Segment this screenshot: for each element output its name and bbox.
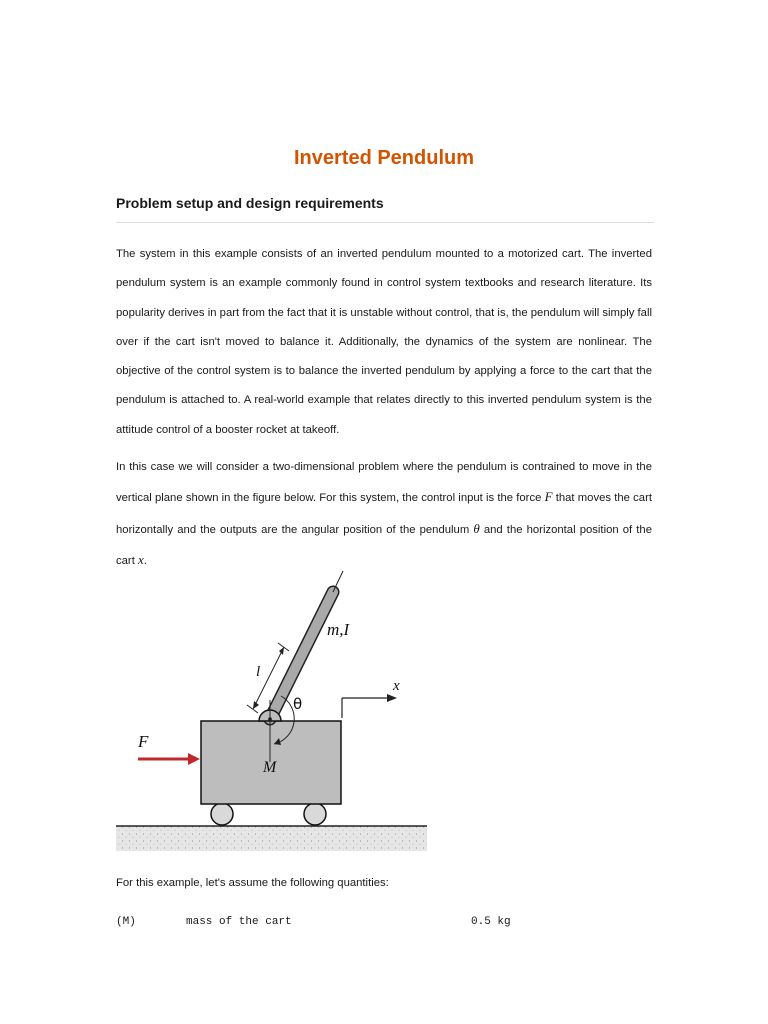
- section-heading: Problem setup and design requirements: [116, 195, 384, 211]
- mass-inertia-label: m,I: [327, 620, 350, 639]
- ground: [116, 826, 427, 851]
- length-label: l: [256, 664, 261, 680]
- cart-wheel-left: [211, 803, 233, 825]
- quantity-row-cart-mass: [116, 913, 676, 931]
- theta-symbol: θ: [473, 520, 480, 536]
- quantity-symbol: (M): [116, 916, 136, 928]
- force-label: F: [138, 732, 149, 751]
- problem-text-part1: In this case we will consider a two-dimensional problem where the pendulum is contrained to move in the vertical plane shown in the figure below. For this system, the control input is the force: [116, 461, 652, 505]
- theta-label: θ: [293, 695, 303, 713]
- intro-paragraph: The system in this example consists of an inverted pendulum mounted to a motorized cart. The inverted pendulum system is an example commonly found in control system textbooks and research literature. Its popularity derives in part from the fact that it is unstable without control, that is, the pendulum will simply fall over if the cart isn't moved to balance it. Additionally, the dynamics of the system are nonlinear. The objective of the control system is to balance the inverted pendulum by applying a force to the cart that the pendulum is attached to. A real-world example that relates directly to this inverted pendulum system is the attitude control of a booster rocket at takeoff.: [116, 248, 652, 436]
- problem-text-part4: .: [143, 554, 147, 567]
- page-title: Inverted Pendulum: [293, 147, 475, 169]
- cart-wheel-right: [304, 803, 326, 825]
- problem-text-part2: that moves the cart horizontally and the outputs are the angular position of the pendulum: [116, 492, 652, 536]
- x-direction-arrow: [342, 694, 397, 718]
- cart-mass-label: M: [263, 759, 277, 776]
- force-symbol: F: [544, 489, 553, 505]
- inverted-pendulum-figure: [114, 566, 430, 856]
- x-symbol: x: [137, 551, 144, 567]
- section-divider: [116, 222, 654, 223]
- quantity-value: 0.5 kg: [471, 916, 511, 928]
- problem-text-part3: and the horizontal position of the cart: [116, 523, 652, 567]
- x-axis-label: x: [393, 678, 400, 694]
- quantity-description: mass of the cart: [186, 916, 292, 928]
- problem-paragraph: [116, 453, 652, 576]
- force-arrow: [138, 753, 200, 765]
- assumptions-intro: For this example, let's assume the following quantities:: [116, 877, 389, 889]
